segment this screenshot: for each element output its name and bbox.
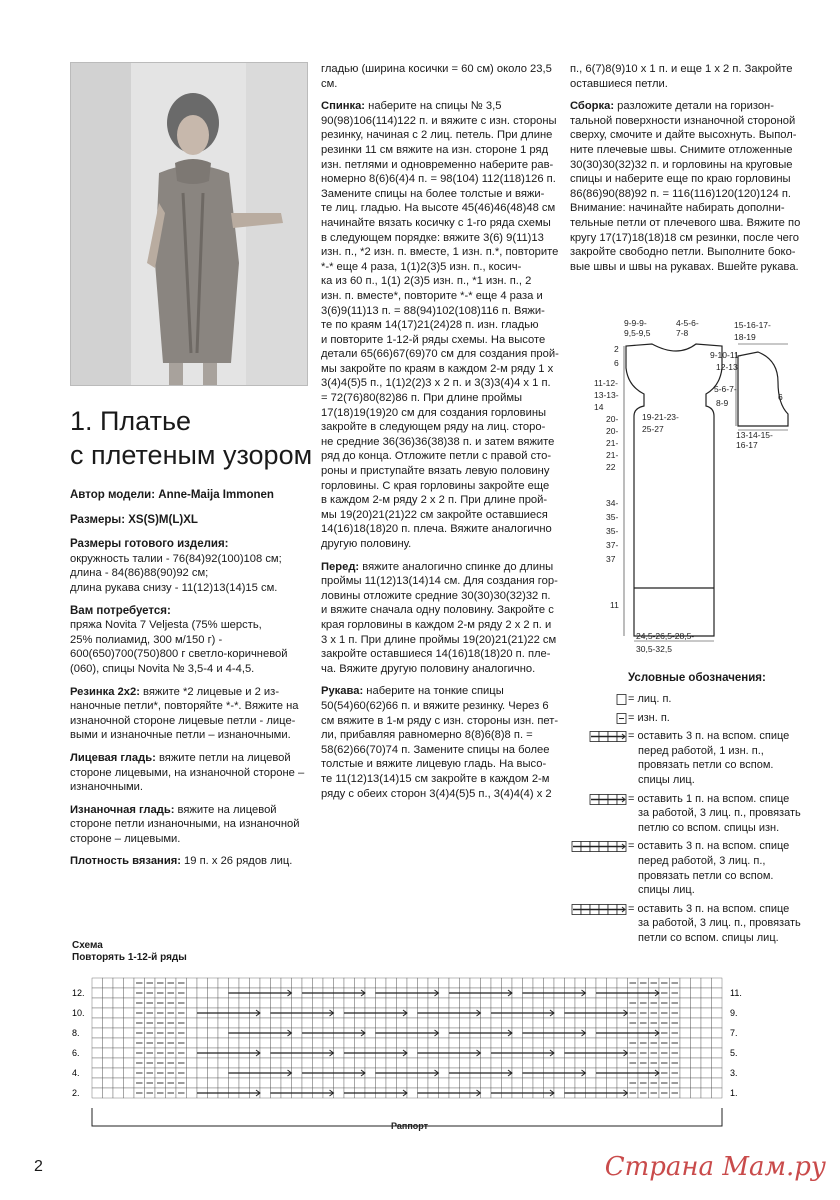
legend-text-line: = оставить 3 п. на вспом. спице bbox=[628, 840, 790, 853]
legend-text bbox=[628, 729, 828, 787]
legend-text-line: спицы лиц. bbox=[638, 773, 695, 786]
back-line: 3(4)4(5)5 п., 1(1)2(2)3 х 2 п. и 3(3)3(4)4 х 1 п. bbox=[321, 377, 551, 390]
back-line: изн. петлями и одновременно наберите рав- bbox=[321, 158, 554, 171]
back-line: те по краям 14(17)21(24)28 п. изн. гладью bbox=[321, 319, 539, 332]
schema-row-label-left: 6. bbox=[72, 1048, 80, 1058]
back-line: 14(16)18(18)20 п. плеча. Вяжите аналогично bbox=[321, 523, 552, 536]
title-line-2: с плетеным узором bbox=[70, 440, 313, 470]
dim-sleeve-c: 6 bbox=[778, 392, 783, 402]
assembly-text: разложите детали на горизон- bbox=[614, 100, 774, 113]
stockinette-heading: Лицевая гладь: bbox=[70, 751, 156, 764]
assembly-line: 30(30)30(32)32 п. и горловины на круговые bbox=[570, 158, 793, 171]
dim-armhole-2: 13-13- bbox=[594, 390, 619, 400]
legend-text-line: перед работой, 1 изн. п., bbox=[638, 744, 764, 757]
legend-text bbox=[628, 692, 828, 707]
finished-line-3: длина рукава снизу - 11(12)13(14)15 см. bbox=[70, 581, 278, 594]
dim-bottom-2: 30,5-32,5 bbox=[636, 644, 672, 654]
back-heading: Спинка: bbox=[321, 100, 366, 113]
legend-text-line: = оставить 1 п. на вспом. спице bbox=[628, 792, 790, 805]
legend-text bbox=[628, 711, 828, 726]
dim-sleeve-cap-2: 12-13 bbox=[716, 362, 738, 372]
legend-symbol-icon bbox=[566, 713, 628, 725]
legend-symbol-icon bbox=[566, 794, 628, 806]
sleeve-line: ряду с обеих сторон 3(4)4(5)5 п., 3(4)4(4) х 2 bbox=[321, 787, 552, 800]
back-line: и повторите 1-12-й ряды схемы. На высоте bbox=[321, 333, 546, 346]
back-line: мы закройте по краям в каждом 2-м ряду 1 х bbox=[321, 362, 554, 375]
pattern-title bbox=[70, 404, 312, 472]
back-line: в следующем порядке: вяжите 3(6) 9(11)13 bbox=[321, 231, 544, 244]
front-line bbox=[321, 560, 561, 575]
sleeve-line: толстые и вяжите лицевую гладь. На высо- bbox=[321, 758, 547, 771]
rib-text-1: вяжите *2 лицевые и 2 из- bbox=[139, 685, 280, 698]
legend-text-line: за работой, 3 лиц. п., провязать bbox=[638, 917, 801, 930]
dress-photo-illustration bbox=[71, 63, 307, 385]
sizes-line: Размеры: XS(S)M(L)XL bbox=[70, 513, 198, 526]
materials-line-3: 600(650)700(750)800 г светло-коричневой bbox=[70, 648, 288, 661]
materials-heading: Вам потребуется: bbox=[70, 604, 171, 617]
dim-bottom-1: 24,5-26,5-28,5- bbox=[636, 631, 695, 641]
dim-shoulder-1: 9-9-9- bbox=[624, 318, 647, 328]
schema-row-label-left: 8. bbox=[72, 1028, 80, 1038]
sleeve-line: см вяжите в 1-м ряду с изн. стороны изн. пет- bbox=[321, 714, 559, 727]
rib-line-4: выми и изнаночные петли – изнаночными. bbox=[70, 729, 291, 742]
dim-neck-2: 7-8 bbox=[676, 328, 689, 338]
back-line: резинки 11 см вяжите на изн. стороне 1 ряд bbox=[321, 143, 549, 156]
back-line: горловины. С края горловины закройте еще bbox=[321, 479, 550, 492]
page-number: 2 bbox=[34, 1158, 43, 1175]
schema-row-label-right: 11. bbox=[730, 988, 742, 998]
schema-row-label-right: 3. bbox=[730, 1068, 738, 1078]
assembly-line: кругу 17(17)18(18)18 см резинки, после чего bbox=[570, 231, 799, 244]
col2-line-1: гладью (ширина косички = 60 см) около 23,5 bbox=[321, 63, 552, 75]
legend-text-line: спицы лиц. bbox=[638, 884, 695, 897]
dim-armhole-3: 14 bbox=[594, 402, 604, 412]
dim-hip-2: 35- bbox=[606, 512, 619, 522]
dim-hip-5: 37 bbox=[606, 554, 616, 564]
legend-text-line: = лиц. п. bbox=[628, 693, 672, 705]
back-line: *-* еще 4 раза, 1(1)2(3)5 изн. п., косич- bbox=[321, 260, 522, 273]
column-1 bbox=[70, 488, 310, 869]
back-line: детали 65(66)67(69)70 см для создания прой- bbox=[321, 348, 559, 361]
rib-line-2: наночные петли*, повторяйте *-*. Вяжите на bbox=[70, 700, 299, 713]
finished-line-2: длина - 84(86)88(90)92 см; bbox=[70, 567, 209, 580]
legend-text bbox=[628, 792, 828, 836]
gauge-line bbox=[70, 854, 310, 869]
dim-cable-2: 25-27 bbox=[642, 424, 664, 434]
column-2 bbox=[321, 62, 561, 801]
sleeve-line: те 11(12)13(14)15 см закройте в каждом 2-м bbox=[321, 772, 550, 785]
schema-row-label-right: 9. bbox=[730, 1008, 738, 1018]
col3-line-1: п., 6(7)8(9)10 х 1 п. и еще 1 х 2 п. Закройте bbox=[570, 63, 793, 75]
schema-row-label-right: 5. bbox=[730, 1048, 738, 1058]
sleeve-heading: Рукава: bbox=[321, 685, 364, 698]
legend-symbol-icon bbox=[566, 694, 628, 706]
legend-symbol-icon bbox=[566, 904, 628, 916]
legend-text-line: за работой, 3 лиц. п., провязать bbox=[638, 807, 801, 820]
finished-heading: Размеры готового изделия: bbox=[70, 538, 229, 551]
schema-row-label-left: 12. bbox=[72, 988, 85, 998]
dim-sleeve-bottom-1: 13-14-15- bbox=[736, 430, 773, 440]
dim-hip-1: 34- bbox=[606, 498, 619, 508]
pattern-schematic bbox=[588, 316, 828, 662]
dim-cable-1: 19-21-23- bbox=[642, 412, 679, 422]
stockinette-line-2: стороне лицевыми, на изнаночной стороне – bbox=[70, 766, 305, 779]
legend-text-line: провязать петли со вспом. bbox=[638, 759, 774, 772]
reverse-stockinette-text-1: вяжите на лицевой bbox=[174, 803, 277, 816]
dimension-lines bbox=[624, 344, 788, 641]
front-text: вяжите аналогично спинке до длины bbox=[359, 560, 554, 573]
back-line: изн. п., *2 изн. п. вместе, 1 изн. п.*, повторите bbox=[321, 246, 559, 259]
reverse-stockinette-heading: Изнаночная гладь: bbox=[70, 803, 175, 816]
back-line: 17(18)19(19)20 см для создания горловины bbox=[321, 406, 547, 419]
back-line: резинку, начиная с 2 лиц. петель. При длине bbox=[321, 129, 553, 142]
sleeve-line: 50(54)60(62)66 п. и вяжите резинку. Через 6 bbox=[321, 699, 549, 712]
dim-shoulder-2: 9,5-9,5 bbox=[624, 328, 651, 338]
schema-row-label-right: 1. bbox=[730, 1088, 738, 1098]
sleeve-line: ли, прибавляя равномерно 8(8)6(8)8 п. = bbox=[321, 729, 533, 742]
front-section bbox=[321, 560, 561, 677]
sleeve-line bbox=[321, 684, 561, 699]
schema-row-label-left: 2. bbox=[72, 1088, 80, 1098]
col3-line-2: оставшиеся петли. bbox=[570, 77, 668, 90]
assembly-line bbox=[570, 99, 820, 114]
assembly-line: ните плечевые швы. Снимите отложенные bbox=[570, 143, 793, 156]
back-line: не средние 36(36)36(38)38 п. и затем вяжите bbox=[321, 435, 555, 448]
assembly-section bbox=[570, 99, 820, 274]
title-line-1: 1. Платье bbox=[70, 406, 192, 436]
assembly-line: сверху, смочите и дайте высохнуть. Выпол- bbox=[570, 129, 797, 142]
front-line: 3 х 1 п. При длине проймы 19(20)21(21)22 см bbox=[321, 633, 557, 646]
dim-neck-depth-1: 2 bbox=[614, 344, 619, 354]
front-line: и вяжите сначала одну половину. Закройте с bbox=[321, 604, 554, 617]
stockinette-line-3: изнаночными. bbox=[70, 781, 144, 794]
back-line: другую половину. bbox=[321, 538, 412, 550]
reverse-stockinette-line-1 bbox=[70, 803, 310, 818]
back-line: 3(6)9(11)13 п. = 88(94)102(108)116 п. Вяжи- bbox=[321, 304, 545, 317]
legend-text bbox=[628, 839, 828, 897]
back-line: Замените спицы на более толстые и вяжи- bbox=[321, 187, 545, 200]
dim-sleeve-top-1: 15-16-17- bbox=[734, 320, 771, 330]
sleeve-section bbox=[321, 684, 561, 801]
legend-symbol-icon bbox=[566, 731, 628, 743]
legend-text-line: = оставить 3 п. на вспом. спице bbox=[628, 902, 790, 915]
site-watermark: Страна Мам.ру bbox=[604, 1152, 826, 1182]
back-line: те лиц. гладью. На высоте 45(46)46(48)48 см bbox=[321, 202, 556, 215]
back-line: роны и приступайте вязать левую половину bbox=[321, 465, 550, 478]
rib-heading: Резинка 2х2: bbox=[70, 685, 140, 698]
dim-neck-depth-2: 6 bbox=[614, 358, 619, 368]
finished-line-1: окружность талии - 76(84)92(100)108 см; bbox=[70, 552, 282, 565]
rib-line-1 bbox=[70, 685, 310, 700]
schema-repeat-label: Раппорт bbox=[391, 1121, 429, 1131]
sleeve-outline bbox=[738, 352, 788, 426]
dim-sleeve-bottom-2: 16-17 bbox=[736, 440, 758, 450]
legend-text-line: провязать петли со вспом. bbox=[638, 869, 774, 882]
legend-text-line: = оставить 3 п. на вспом. спице bbox=[628, 730, 790, 743]
back-line: мы 19(20)21(21)22 см закройте оставшиеся bbox=[321, 508, 548, 521]
schema-row-label-right: 7. bbox=[730, 1028, 738, 1038]
body-outline bbox=[626, 344, 722, 636]
col2-line-2: см. bbox=[321, 77, 338, 90]
dim-body-5: 22 bbox=[606, 462, 616, 472]
back-section bbox=[321, 99, 561, 551]
front-line: закройте оставшиеся 14(16)18(18)20 п. пле- bbox=[321, 648, 551, 661]
assembly-line: вые швы и швы на рукавах. Вшейте рукава. bbox=[570, 260, 799, 273]
back-line: ряд до конца. Отложите петли с правой сто- bbox=[321, 450, 552, 463]
assembly-line: Внимание: начинайте набирать дополни- bbox=[570, 202, 785, 215]
sleeve-text: наберите на тонкие спицы bbox=[363, 685, 504, 698]
dim-hip-3: 35- bbox=[606, 526, 619, 536]
back-line bbox=[321, 99, 561, 114]
schema-title-2: Повторять 1-12-й ряды bbox=[72, 952, 187, 963]
dim-rib-height: 11 bbox=[610, 600, 619, 610]
back-text: наберите на спицы № 3,5 bbox=[365, 100, 502, 113]
schema-title-1: Схема bbox=[72, 940, 103, 951]
dim-armhole-1: 11-12- bbox=[594, 378, 618, 388]
reverse-stockinette-line-3: стороне – лицевыми. bbox=[70, 832, 181, 845]
dim-sleeve-b: 8-9 bbox=[716, 398, 729, 408]
dim-body-2: 20- bbox=[606, 426, 619, 436]
assembly-line: 86(86)90(88)92 п. = 116(116)120(120)124 п. bbox=[570, 187, 791, 200]
dim-sleeve-cap-1: 9-10-11- bbox=[710, 350, 742, 360]
back-line: = 72(76)80(82)86 п. При длине проймы bbox=[321, 392, 523, 405]
dim-neck-1: 4-5-6- bbox=[676, 318, 699, 328]
dim-sleeve-top-2: 18-19 bbox=[734, 332, 756, 342]
back-line: закройте в следующем ряду на лиц. сторо- bbox=[321, 421, 546, 434]
assembly-line: тельные петли от плечевого шва. Вяжите по bbox=[570, 216, 801, 229]
front-line: края горловины в каждом 2-м ряду 2 х 2 п. и bbox=[321, 618, 552, 631]
front-line: ловины отложите средние 30(30)30(32)32 п. bbox=[321, 589, 551, 602]
front-line: проймы 11(12)13(14)14 см. Для создания гор- bbox=[321, 575, 558, 588]
reverse-stockinette-line-2: стороне петли изнаночными, на изнаночной bbox=[70, 818, 300, 831]
back-line: 90(98)106(114)122 п. и вяжите с изн. стороны bbox=[321, 114, 557, 127]
legend-text-line: перед работой, 3 лиц. п., bbox=[638, 854, 766, 867]
back-line: начинайте вязать косичку с 1-го ряда схемы bbox=[321, 216, 551, 229]
legend-text-line: петли со вспом. спицы лиц. bbox=[638, 931, 779, 944]
materials-line-2: 25% полиамид, 300 м/150 г) - bbox=[70, 633, 223, 646]
back-line: изн. п. вместе*, повторите *-* еще 4 раза и bbox=[321, 289, 543, 302]
legend-text-line: = изн. п. bbox=[628, 711, 670, 724]
knitting-chart bbox=[70, 966, 770, 1136]
dim-sleeve-a: 5-6-7- bbox=[714, 384, 737, 394]
assembly-line: закройте свободно петли. Выполните боко- bbox=[570, 246, 796, 259]
materials-line-4: (060), спицы Novita № 3,5-4 и 4-4,5. bbox=[70, 662, 255, 675]
rib-line-3: изнаночной стороне лицевые петли - лице- bbox=[70, 714, 296, 727]
dim-body-1: 20- bbox=[606, 414, 619, 424]
stockinette-text-1: вяжите петли на лицевой bbox=[155, 751, 291, 764]
back-line: ка из 60 п., 1(1) 2(3)5 изн. п., *1 изн. п., 2 bbox=[321, 275, 532, 288]
model-photo bbox=[70, 62, 308, 386]
legend-text bbox=[628, 902, 828, 946]
sleeve-line: 58(62)66(70)74 п. Замените спицы на более bbox=[321, 743, 550, 756]
assembly-heading: Сборка: bbox=[570, 100, 615, 113]
stockinette-line-1 bbox=[70, 751, 310, 766]
legend-title: Условные обозначения: bbox=[628, 672, 766, 684]
gauge-text: 19 п. х 26 рядов лиц. bbox=[180, 855, 293, 868]
legend-text-line: петлю со вспом. спицы изн. bbox=[638, 821, 780, 834]
materials-line-1: пряжа Novita 7 Veljesta (75% шерсть, bbox=[70, 619, 262, 632]
assembly-line: спицы и наберите еще по краю горловины bbox=[570, 173, 791, 186]
schema-row-label-left: 10. bbox=[72, 1008, 85, 1018]
author-line: Автор модели: Anne-Maija Immonen bbox=[70, 489, 274, 501]
schema-row-label-left: 4. bbox=[72, 1068, 80, 1078]
legend-symbol-icon bbox=[566, 841, 628, 853]
back-line: номерно 8(6)6(4)4 п. = 98(104) 112(118)126 п. bbox=[321, 173, 556, 186]
gauge-heading: Плотность вязания: bbox=[70, 855, 181, 868]
assembly-line: тальной поверхности изнаночной стороной bbox=[570, 114, 796, 127]
dim-hip-4: 37- bbox=[606, 540, 619, 550]
back-line: в каждом 2-м ряду 2 х 2 п. При длине прой- bbox=[321, 494, 548, 507]
column-3 bbox=[570, 62, 820, 274]
dim-body-3: 21- bbox=[606, 438, 619, 448]
front-heading: Перед: bbox=[321, 560, 360, 573]
dim-body-4: 21- bbox=[606, 450, 619, 460]
front-line: ча. Вяжите другую половину аналогично. bbox=[321, 662, 536, 675]
